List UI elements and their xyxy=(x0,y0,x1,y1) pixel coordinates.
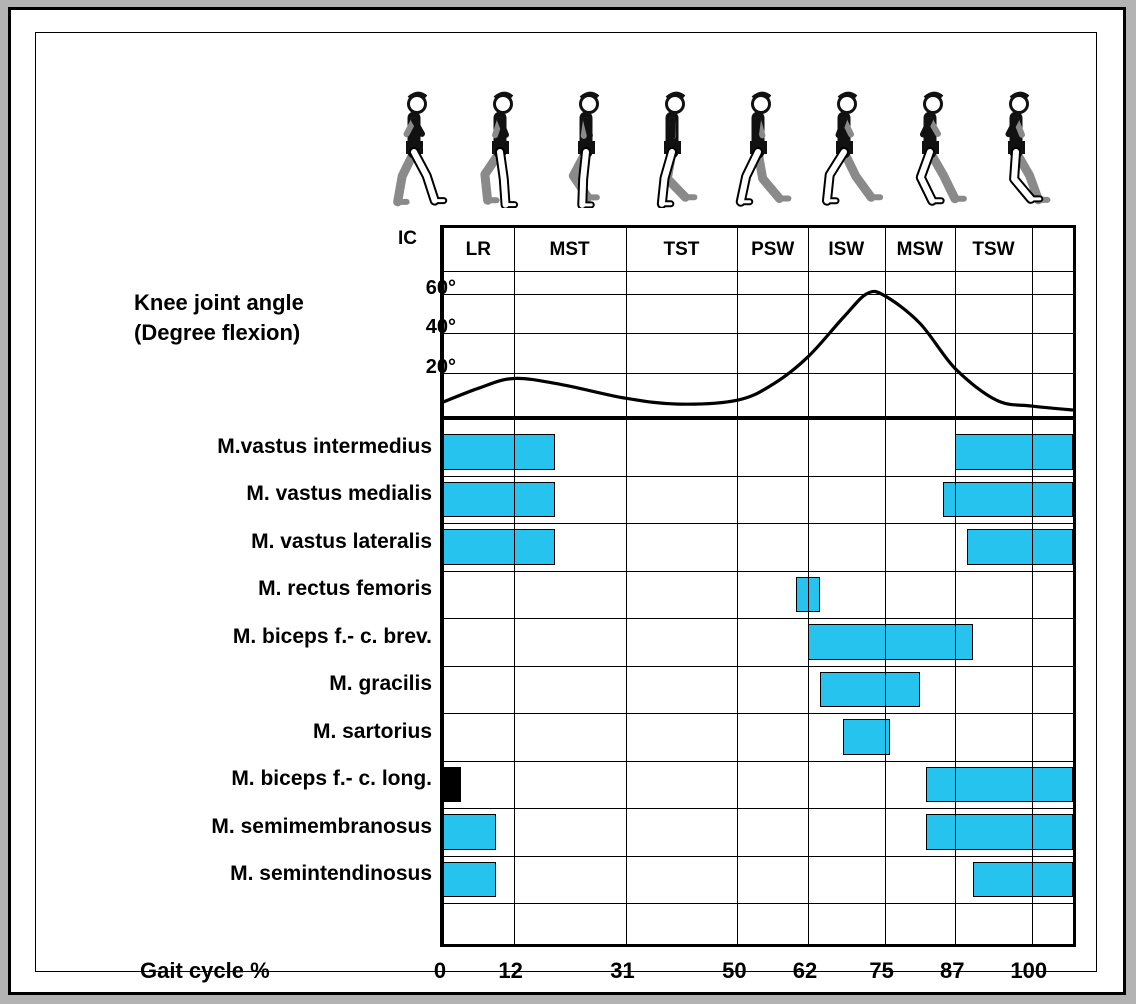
knee-angle-title-line2: (Degree flexion) xyxy=(134,320,301,345)
x-tick-62: 62 xyxy=(792,958,818,983)
phase-label-mst: MST xyxy=(549,239,590,260)
gait-cycle-axis-label: Gait cycle % xyxy=(140,958,270,983)
emg-burst xyxy=(820,672,920,708)
gait-figure-3 xyxy=(548,78,628,208)
muscle-label: M. semimembranosus xyxy=(211,814,432,838)
gait-chart xyxy=(440,225,1076,947)
x-tick-100: 100 xyxy=(1010,958,1048,983)
phase-label-psw: PSW xyxy=(751,239,795,260)
gridline-y-20 xyxy=(443,373,1073,374)
emg-burst xyxy=(926,767,1073,803)
gait-figure-6 xyxy=(806,78,886,208)
phase-label-tsw: TSW xyxy=(972,239,1015,260)
phase-label-msw: MSW xyxy=(896,239,944,260)
figure-panel xyxy=(35,32,1097,983)
gait-figure-4 xyxy=(634,78,714,208)
emg-burst xyxy=(808,624,973,660)
emg-burst xyxy=(443,529,555,565)
gait-phase-figures xyxy=(376,78,1066,208)
muscle-label: M.vastus intermedius xyxy=(217,434,432,458)
muscle-label: M. gracilis xyxy=(329,672,432,696)
emg-row-divider xyxy=(443,476,1073,477)
gridline-x-100 xyxy=(1032,228,1033,944)
phase-label-isw: ISW xyxy=(828,239,865,260)
emg-row-divider xyxy=(443,618,1073,619)
emg-burst xyxy=(955,434,1073,470)
muscle-label: M. vastus medialis xyxy=(246,482,432,506)
muscle-label: M. rectus femoris xyxy=(258,577,432,601)
emg-burst xyxy=(443,767,461,803)
muscle-label: M. vastus lateralis xyxy=(251,529,432,553)
emg-burst xyxy=(843,719,890,755)
muscle-label: M. biceps f.- c. long. xyxy=(231,767,432,791)
gait-figure-8 xyxy=(978,78,1058,208)
emg-burst xyxy=(973,862,1073,898)
gait-figure-1 xyxy=(376,78,456,208)
phase-header-row xyxy=(443,228,1073,272)
emg-burst xyxy=(443,814,496,850)
emg-row-divider xyxy=(443,523,1073,524)
gait-cycle-axis-ticks xyxy=(433,958,1080,994)
gait-figure-5 xyxy=(720,78,800,208)
gridline-x-31 xyxy=(626,228,627,944)
x-tick-50: 50 xyxy=(722,958,747,983)
initial-contact-label: IC xyxy=(398,228,417,249)
x-tick-0: 0 xyxy=(433,958,447,983)
muscle-label: M. biceps f.- c. brev. xyxy=(232,624,432,648)
phase-label-lr: LR xyxy=(465,239,491,260)
gait-figure-2 xyxy=(462,78,542,208)
muscle-label: M. semintendinosus xyxy=(230,862,432,886)
gridline-x-87 xyxy=(955,228,956,944)
emg-burst xyxy=(967,529,1073,565)
gridline-y-60 xyxy=(443,294,1073,295)
emg-burst xyxy=(443,862,496,898)
muscle-label-column xyxy=(96,421,432,941)
phase-label-tst: TST xyxy=(663,239,700,260)
emg-burst xyxy=(943,482,1073,518)
gridline-y-40 xyxy=(443,333,1073,334)
emg-row-divider xyxy=(443,666,1073,667)
gridline-x-75 xyxy=(885,228,886,944)
gridline-x-12 xyxy=(514,228,515,944)
gait-figure-7 xyxy=(892,78,972,208)
emg-row-divider xyxy=(443,808,1073,809)
emg-row-divider xyxy=(443,856,1073,857)
emg-activity-plot xyxy=(443,424,1073,944)
x-tick-75: 75 xyxy=(869,958,894,983)
emg-row-divider xyxy=(443,713,1073,714)
muscle-label: M. sartorius xyxy=(312,719,432,743)
emg-row-divider xyxy=(443,571,1073,572)
y-tick-40: 40° xyxy=(425,316,456,339)
y-tick-60: 60° xyxy=(425,276,456,299)
x-tick-31: 31 xyxy=(610,958,635,983)
knee-angle-title xyxy=(134,288,434,348)
gridline-x-62 xyxy=(808,228,809,944)
gridline-x-50 xyxy=(737,228,738,944)
emg-burst xyxy=(926,814,1073,850)
emg-row-divider xyxy=(443,761,1073,762)
y-tick-20: 20° xyxy=(425,355,456,378)
emg-burst xyxy=(443,434,555,470)
knee-angle-plot xyxy=(443,272,1073,420)
x-tick-12: 12 xyxy=(498,958,523,983)
emg-burst xyxy=(443,482,555,518)
knee-angle-title-line1: Knee joint angle xyxy=(134,290,304,315)
x-tick-87: 87 xyxy=(939,958,965,983)
outer-frame xyxy=(8,7,1126,995)
emg-row-divider xyxy=(443,903,1073,904)
